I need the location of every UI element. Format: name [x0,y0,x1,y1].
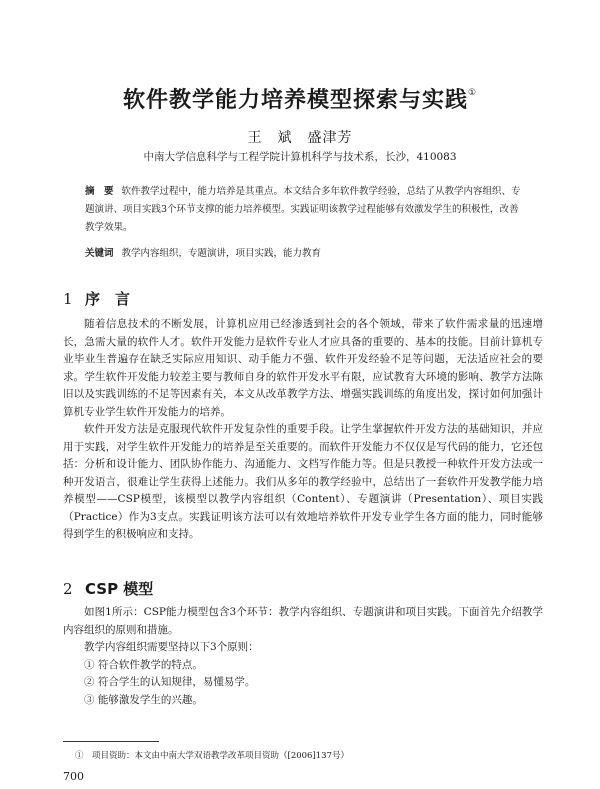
keywords-label: 关键词 [85,248,114,259]
section-2-paragraph: 如图1所示：CSP能力模型包含3个环节：教学内容组织、专题演讲和项目实践。下面首先介绍教学内容组织的原则和措施。 [63,606,543,636]
title-footnote-marker: ① [467,88,478,98]
section-1-heading [63,288,130,309]
abstract [85,183,525,237]
abstract-label: 摘 要 [85,186,114,197]
section-2-heading [63,578,153,599]
keywords-text: 教学内容组织，专题演讲，项目实践，能力教育 [121,248,322,259]
page-number: 700 [63,770,84,783]
section-2-number: 2 [63,580,73,598]
principle-list-item: ① 符合软件教学的特点。 [84,658,203,671]
footnote-divider [63,741,159,742]
paper-title-text: 软件教学能力培养模型探索与实践 [122,88,468,113]
section-1-number: 1 [63,290,73,308]
keywords [85,245,525,263]
section-1-paragraph: 软件开发方法是克服现代软件开发复杂性的重要手段。让学生掌握软件开发方法的基础知识，并应用于实践，对学生软件开发能力的培养是至关重要的。而软件开发能力不仅仅是写代码的能力，它还包括：分析和设计能力、团队协作能力、沟通能力、文档写作能力等。但是只教授一种软件开发方法或一种开发语言，很难让学生获得上述能力。我们从多年的教学经验中，总结出了一套软件开发教学能力培养模型——CSP模型，该模型以教学内容组织（Content）、专题演讲（Presentation）、项目实践（Practice）作为3支点。实践证明该方法可以有效地培养软件开发专业学生各方面的能力，同时能够得到学生的积极响应和支持。 [63,423,543,540]
section-1-body [63,316,543,544]
paper-affiliation: 中南大学信息科学与工程学院计算机科学与技术系，长沙，410083 [143,151,457,163]
paper-authors: 王 斌 盛津芳 [247,130,353,146]
section-2-body [63,604,543,709]
principle-list-item: ② 符合学生的认知规律，易懂易学。 [84,676,256,688]
abstract-text: 软件教学过程中，能力培养是其重点。本文结合多年软件教学经验，总结了从教学内容组织、专题演讲、项目实践3个环节支撑的能力培养模型。实践证明该教学过程能够有效激发学生的积极性，改善教学效果。 [85,186,521,233]
section-1-title: 序 言 [85,290,131,308]
footnote: ① 项目资助：本文由中南大学双语教学改革项目资助（[2006]137号） [75,751,349,761]
section-2-title: CSP 模型 [85,580,154,598]
section-1-paragraph: 随着信息技术的不断发展，计算机应用已经渗透到社会的各个领域，带来了软件需求量的迅速增长，急需大量的软件人才。软件开发能力是软件专业人才应具备的重要的、基本的技能。目前计算机专业毕业生普遍存在缺乏实际应用知识、动手能力不强、软件开发经验不足等问题，无法适应社会的要求。学生软件开发能力较差主要与教师自身的软件开发水平有限，应试教育大环境的影响、教学方法陈旧以及实践训练的不足等因素有关，本文从改革教学方法、增强实践训练的角度出发，探讨如何加强计算机专业学生软件开发能力的培养。 [63,318,543,418]
section-2-paragraph: 教学内容组织需要坚持以下3个原则： [84,641,259,653]
paper-title [0,83,600,114]
principle-list-item: ③ 能够激发学生的兴趣。 [84,693,203,706]
